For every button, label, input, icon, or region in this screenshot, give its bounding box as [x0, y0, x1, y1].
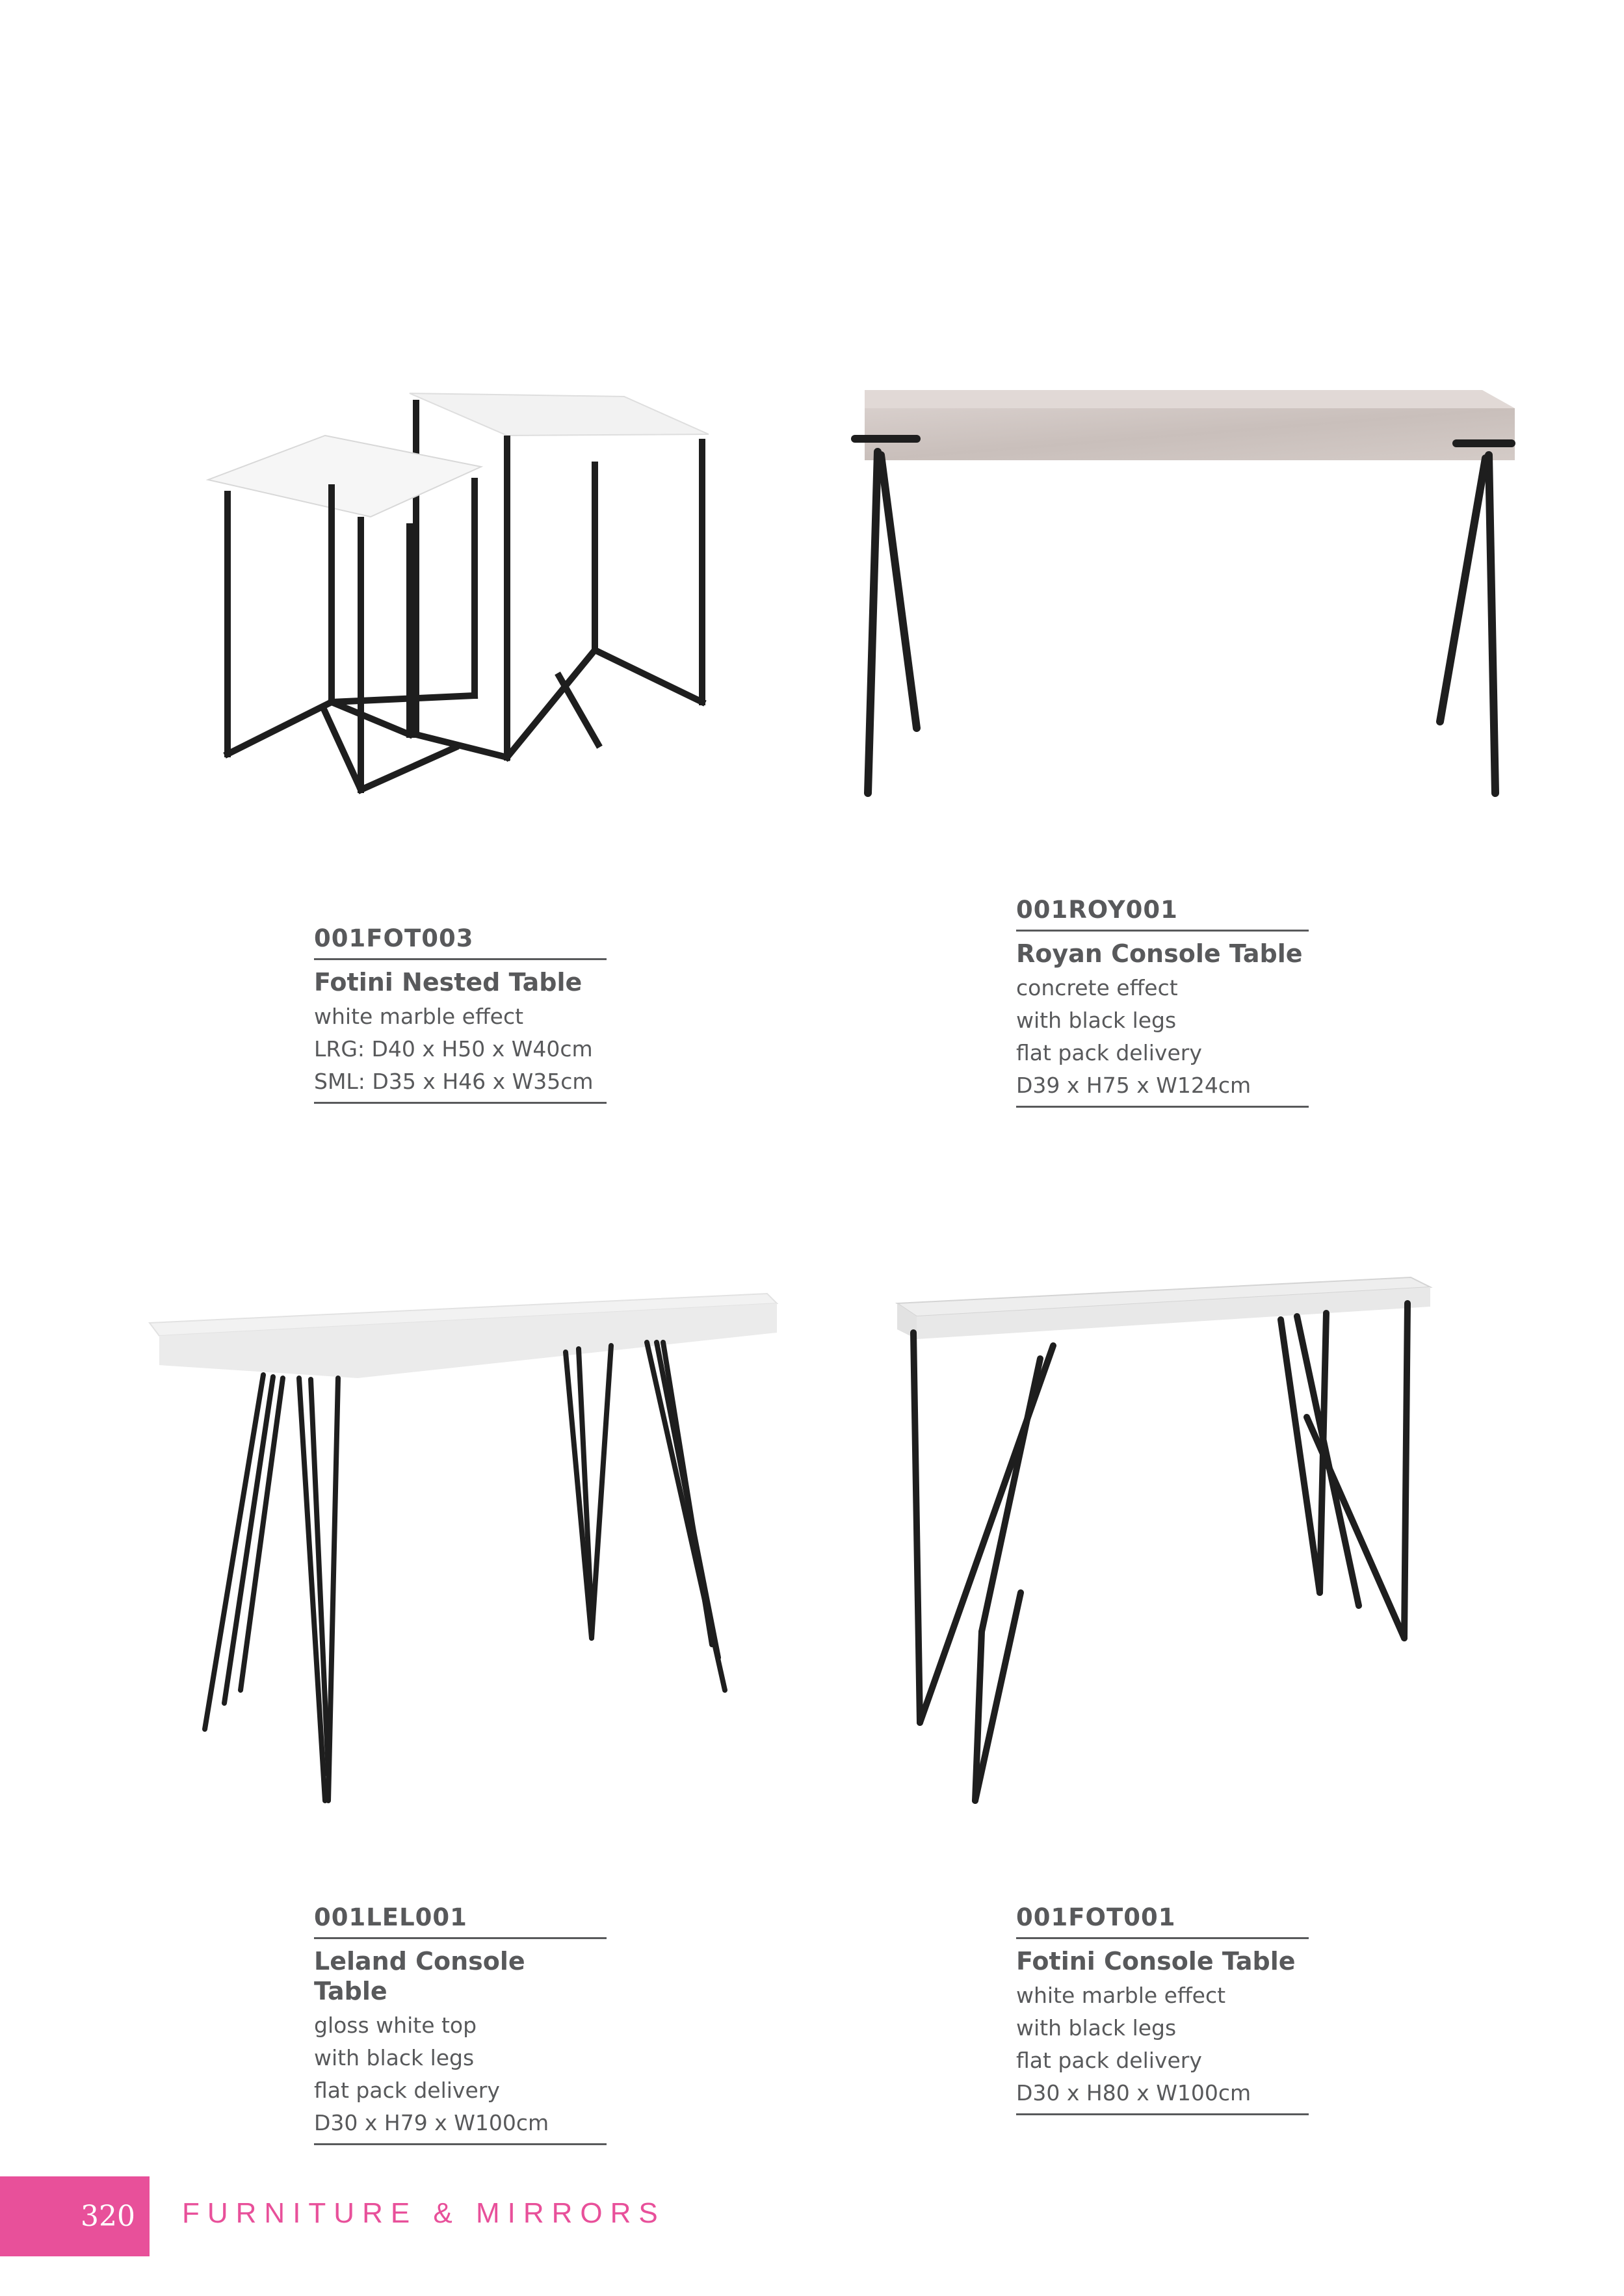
product-info-leland [314, 1903, 607, 2145]
product-details [314, 2009, 607, 2145]
product-details [1016, 972, 1309, 1108]
product-detail: SML: D35 x H46 x W35cm [314, 1068, 594, 1094]
product-code: 001LEL001 [314, 1903, 607, 1939]
product-name: Fotini Console Table [1016, 1947, 1296, 1976]
product-detail: D30 x H79 x W100cm [314, 2109, 549, 2135]
product-name: Royan Console Table [1016, 939, 1303, 969]
product-info-fotini-console [1016, 1903, 1309, 2115]
product-info-fotini-nested [314, 924, 607, 1104]
product-code: 001FOT003 [314, 924, 607, 960]
product-detail: concrete effect [1016, 974, 1178, 1000]
product-detail: D30 x H80 x W100cm [1016, 2080, 1251, 2106]
product-name: Leland Console Table [314, 1947, 525, 2005]
product-detail: flat pack delivery [314, 2077, 500, 2103]
product-code: 001FOT001 [1016, 1903, 1309, 1939]
leland-console-table-image [143, 1281, 787, 1814]
product-detail: LRG: D40 x H50 x W40cm [314, 1036, 593, 1062]
product-details [314, 1000, 607, 1104]
product-details [1016, 1979, 1309, 2115]
product-detail: gloss white top [314, 2012, 477, 2038]
product-detail: with black legs [1016, 2015, 1177, 2041]
product-detail: with black legs [314, 2044, 475, 2070]
product-info-royan [1016, 896, 1309, 1108]
product-detail: with black legs [1016, 1007, 1177, 1033]
product-detail: D39 x H75 x W124cm [1016, 1072, 1251, 1098]
product-detail: flat pack delivery [1016, 2047, 1202, 2073]
fotini-console-table-image [891, 1268, 1437, 1820]
royan-console-table-image [839, 384, 1528, 806]
product-name: Fotini Nested Table [314, 968, 583, 997]
section-title: FURNITURE & MIRRORS [182, 2197, 666, 2229]
product-detail: white marble effect [314, 1003, 524, 1029]
fotini-nested-table-image [195, 384, 728, 806]
product-code: 001ROY001 [1016, 896, 1309, 932]
product-detail: white marble effect [1016, 1982, 1226, 2008]
page-number: 320 [0, 2176, 150, 2256]
product-detail: flat pack delivery [1016, 1039, 1202, 1065]
